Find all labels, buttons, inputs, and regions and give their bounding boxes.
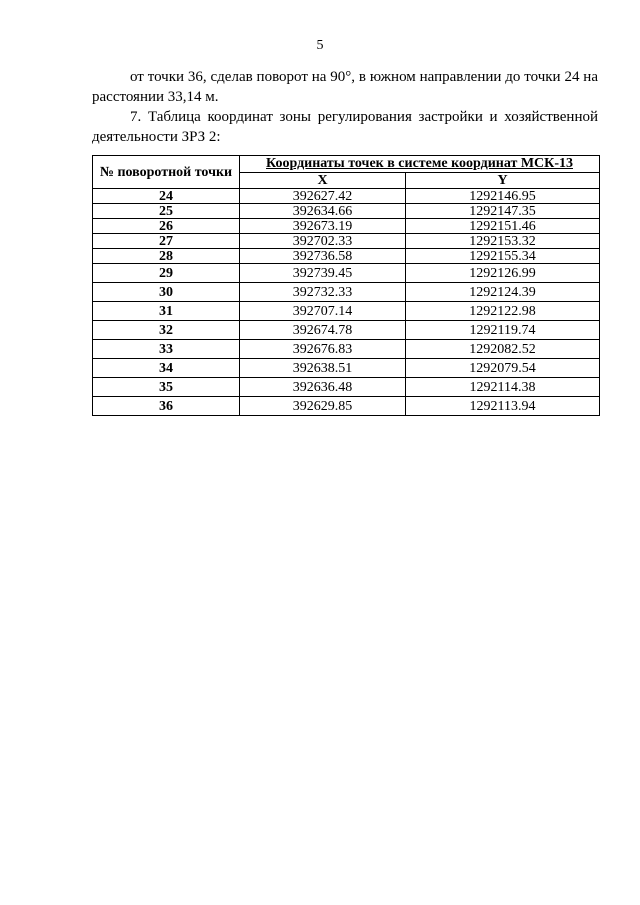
cell-point-number: 31 [93, 302, 240, 321]
table-row [93, 397, 600, 416]
page-number: 5 [316, 38, 324, 53]
table-row [93, 321, 600, 340]
header-coordinates: Координаты точек в системе координат МСК-13 [240, 156, 600, 173]
table-body [93, 189, 600, 416]
cell-point-number: 33 [93, 340, 240, 359]
cell-x-coordinate: 392629.85 [240, 397, 406, 416]
coordinates-table [92, 155, 600, 416]
table-row [93, 219, 600, 234]
cell-y-coordinate: 1292153.32 [406, 234, 600, 249]
cell-y-coordinate: 1292082.52 [406, 340, 600, 359]
cell-x-coordinate: 392736.58 [240, 249, 406, 264]
table-row [93, 189, 600, 204]
cell-y-coordinate: 1292119.74 [406, 321, 600, 340]
cell-point-number: 28 [93, 249, 240, 264]
cell-y-coordinate: 1292114.38 [406, 378, 600, 397]
table-header-row [93, 156, 600, 173]
cell-y-coordinate: 1292079.54 [406, 359, 600, 378]
table-row [93, 378, 600, 397]
table-row [93, 340, 600, 359]
header-y: Y [406, 172, 600, 189]
cell-x-coordinate: 392673.19 [240, 219, 406, 234]
cell-x-coordinate: 392627.42 [240, 189, 406, 204]
cell-x-coordinate: 392634.66 [240, 204, 406, 219]
paragraph-table-intro [92, 107, 598, 147]
paragraph-continuation [92, 67, 598, 107]
cell-point-number: 30 [93, 283, 240, 302]
cell-point-number: 27 [93, 234, 240, 249]
cell-y-coordinate: 1292146.95 [406, 189, 600, 204]
paragraph-text: 7. Таблица координат зоны регулирования застройки и хозяйственной деятельности ЗРЗ 2: [92, 109, 598, 145]
table-row [93, 302, 600, 321]
table-row [93, 359, 600, 378]
header-point-number: № поворотной точки [93, 156, 240, 189]
table-row [93, 204, 600, 219]
table-row [93, 264, 600, 283]
cell-y-coordinate: 1292126.99 [406, 264, 600, 283]
cell-point-number: 24 [93, 189, 240, 204]
cell-point-number: 25 [93, 204, 240, 219]
cell-y-coordinate: 1292155.34 [406, 249, 600, 264]
cell-y-coordinate: 1292122.98 [406, 302, 600, 321]
cell-point-number: 32 [93, 321, 240, 340]
cell-x-coordinate: 392676.83 [240, 340, 406, 359]
cell-x-coordinate: 392732.33 [240, 283, 406, 302]
cell-point-number: 36 [93, 397, 240, 416]
cell-point-number: 34 [93, 359, 240, 378]
cell-x-coordinate: 392739.45 [240, 264, 406, 283]
cell-x-coordinate: 392638.51 [240, 359, 406, 378]
cell-y-coordinate: 1292113.94 [406, 397, 600, 416]
cell-y-coordinate: 1292151.46 [406, 219, 600, 234]
header-x: X [240, 172, 406, 189]
table-row [93, 234, 600, 249]
cell-y-coordinate: 1292147.35 [406, 204, 600, 219]
cell-x-coordinate: 392702.33 [240, 234, 406, 249]
cell-x-coordinate: 392636.48 [240, 378, 406, 397]
cell-point-number: 35 [93, 378, 240, 397]
cell-x-coordinate: 392674.78 [240, 321, 406, 340]
cell-y-coordinate: 1292124.39 [406, 283, 600, 302]
cell-point-number: 29 [93, 264, 240, 283]
cell-x-coordinate: 392707.14 [240, 302, 406, 321]
table-row [93, 283, 600, 302]
table-row [93, 249, 600, 264]
paragraph-text: от точки 36, сделав поворот на 90°, в южном направлении до точки 24 на расстоянии 33,14 м. [92, 69, 598, 105]
cell-point-number: 26 [93, 219, 240, 234]
